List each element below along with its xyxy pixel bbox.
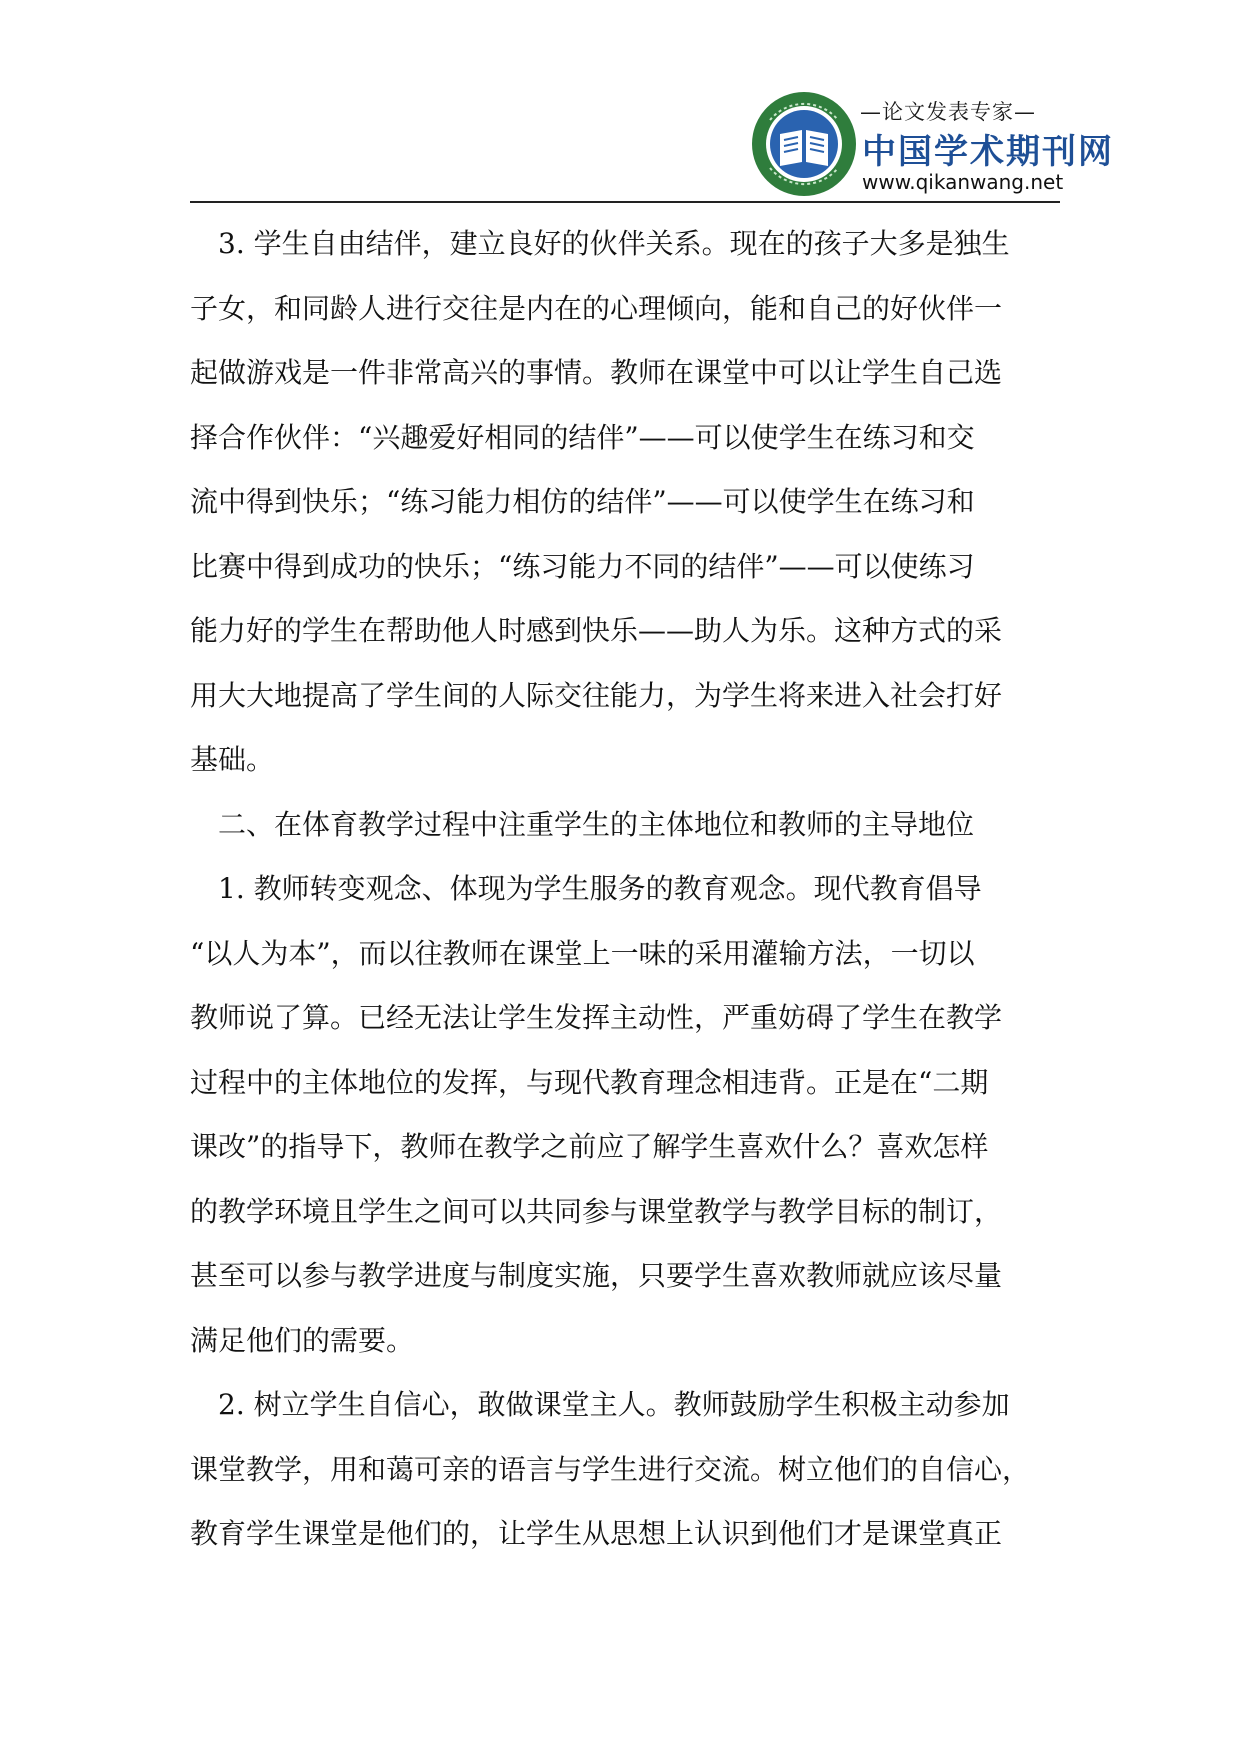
page-header <box>190 84 1114 202</box>
qikanwang-logo[interactable] <box>750 84 1114 202</box>
logo-brand-name: 中国学术期刊网 <box>862 132 1114 172</box>
document-body <box>190 212 1040 1567</box>
text-line: 甚至可以参与教学进度与制度实施，只要学生喜欢教师就应该尽量 <box>190 1259 1003 1292</box>
text-line: 二、在体育教学过程中注重学生的主体地位和教师的主导地位 <box>218 807 975 841</box>
text-line: “以人为本”，而以往教师在课堂上一味的采用灌输方法，一切以 <box>190 936 975 970</box>
text-line: 基础。 <box>190 743 275 776</box>
text-line: 过程中的主体地位的发挥，与现代教育理念相违背。正是在“二期 <box>190 1065 989 1099</box>
logo-tagline: —论文发表专家— <box>860 100 1036 124</box>
text-line: 能力好的学生在帮助他人时感到快乐——助人为乐。这种方式的采 <box>190 614 1003 647</box>
text-line: 的教学环境且学生之间可以共同参与课堂教学与教学目标的制订， <box>190 1194 1003 1228</box>
text-line: 教育学生课堂是他们的，让学生从思想上认识到他们才是课堂真正 <box>190 1517 1003 1550</box>
text-line: 课堂教学，用和蔼可亲的语言与学生进行交流。树立他们的自信心， <box>190 1452 1031 1486</box>
section-heading <box>190 793 1040 858</box>
text-line: 比赛中得到成功的快乐；“练习能力不同的结伴”——可以使练习 <box>190 549 975 583</box>
text-line: 择合作伙伴：“兴趣爱好相同的结伴”——可以使学生在练习和交 <box>190 420 975 454</box>
text-line: 2. 树立学生自信心，敢做课堂主人。教师鼓励学生积极主动参加 <box>218 1388 1010 1421</box>
text-line: 满足他们的需要。 <box>190 1323 415 1357</box>
paragraph-2 <box>190 857 1040 1373</box>
text-line: 子女，和同龄人进行交往是内在的心理倾向，能和自己的好伙伴一 <box>190 291 1003 325</box>
text-line: 起做游戏是一件非常高兴的事情。教师在课堂中可以让学生自己选 <box>190 356 1003 389</box>
text-line: 课改”的指导下，教师在教学之前应了解学生喜欢什么？喜欢怎样 <box>190 1130 989 1163</box>
logo-site-url[interactable]: www.qikanwang.net <box>862 170 1064 194</box>
paragraph-1 <box>190 212 1040 793</box>
text-line: 1. 教师转变观念、体现为学生服务的教育观念。现代教育倡导 <box>218 872 982 905</box>
text-line: 教师说了算。已经无法让学生发挥主动性，严重妨碍了学生在教学 <box>190 1001 1003 1034</box>
text-line: 3. 学生自由结伴，建立良好的伙伴关系。现在的孩子大多是独生 <box>218 227 1010 260</box>
text-line: 流中得到快乐；“练习能力相仿的结伴”——可以使学生在练习和 <box>190 485 975 518</box>
seal-book-icon <box>750 90 858 198</box>
text-line: 用大大地提高了学生间的人际交往能力，为学生将来进入社会打好 <box>190 678 1003 712</box>
header-divider <box>190 201 1060 203</box>
paragraph-3 <box>190 1373 1040 1567</box>
